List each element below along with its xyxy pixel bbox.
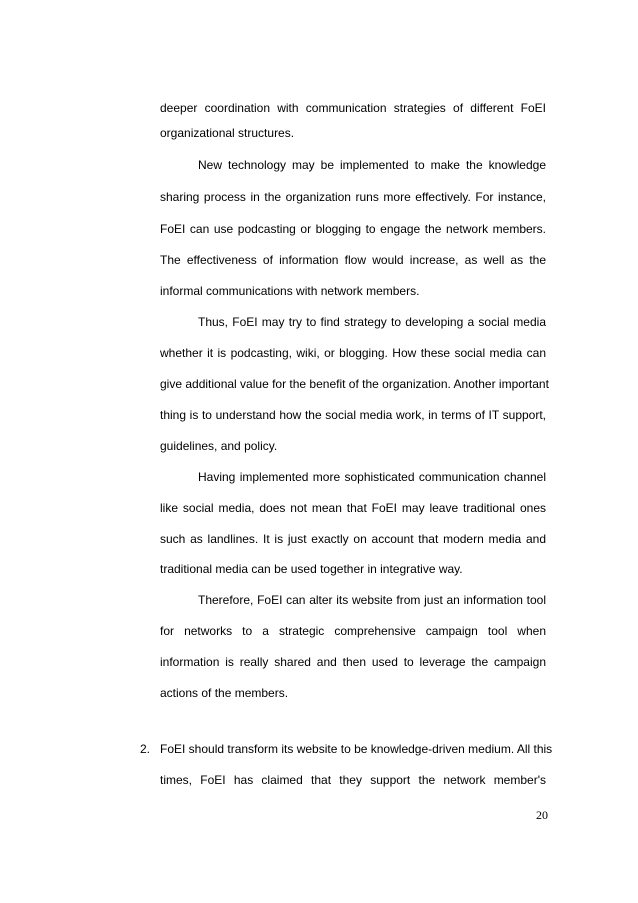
- paragraph-3-line-5: guidelines, and policy.: [160, 439, 278, 453]
- paragraph-1-line-1: deeper coordination with communication strategies of different FoEI: [160, 101, 546, 115]
- paragraph-3-line-1: Thus, FoEI may try to find strategy to developing a social media: [198, 315, 546, 329]
- paragraph-3-line-3: give additional value for the benefit of the organization. Another important: [160, 377, 549, 391]
- paragraph-5-line-1: Therefore, FoEI can alter its website from just an information tool: [198, 593, 546, 607]
- paragraph-3-line-4: thing is to understand how the social media work, in terms of IT support,: [160, 408, 546, 422]
- paragraph-4-line-2: like social media, does not mean that FoEI may leave traditional ones: [160, 501, 546, 515]
- paragraph-3-line-2: whether it is podcasting, wiki, or blogging. How these social media can: [160, 346, 546, 360]
- list-item-number: 2.: [140, 742, 151, 756]
- paragraph-5-line-3: information is really shared and then used to leverage the campaign: [160, 655, 546, 669]
- list-item-line-1: FoEI should transform its website to be knowledge-driven medium. All this: [160, 742, 553, 756]
- paragraph-2-line-5: informal communications with network members.: [160, 284, 420, 298]
- paragraph-1-line-2: organizational structures.: [160, 126, 295, 140]
- list-item-line-2: times, FoEI has claimed that they support the network member's: [160, 773, 546, 787]
- paragraph-4-line-4: traditional media can be used together in integrative way.: [160, 562, 463, 576]
- paragraph-2-line-1: New technology may be implemented to make the knowledge: [198, 158, 546, 172]
- paragraph-2-line-4: The effectiveness of information flow would increase, as well as the: [160, 253, 546, 267]
- paragraph-2-line-3: FoEI can use podcasting or blogging to engage the network members.: [160, 222, 546, 236]
- paragraph-4-line-3: such as landlines. It is just exactly on account that modern media and: [160, 532, 546, 546]
- paragraph-4-line-1: Having implemented more sophisticated communication channel: [198, 470, 546, 484]
- paragraph-5-line-4: actions of the members.: [160, 686, 289, 700]
- page-number: 20: [536, 808, 548, 822]
- paragraph-5-line-2: for networks to a strategic comprehensive campaign tool when: [160, 624, 546, 638]
- paragraph-2-line-2: sharing process in the organization runs more effectively. For instance,: [160, 190, 546, 204]
